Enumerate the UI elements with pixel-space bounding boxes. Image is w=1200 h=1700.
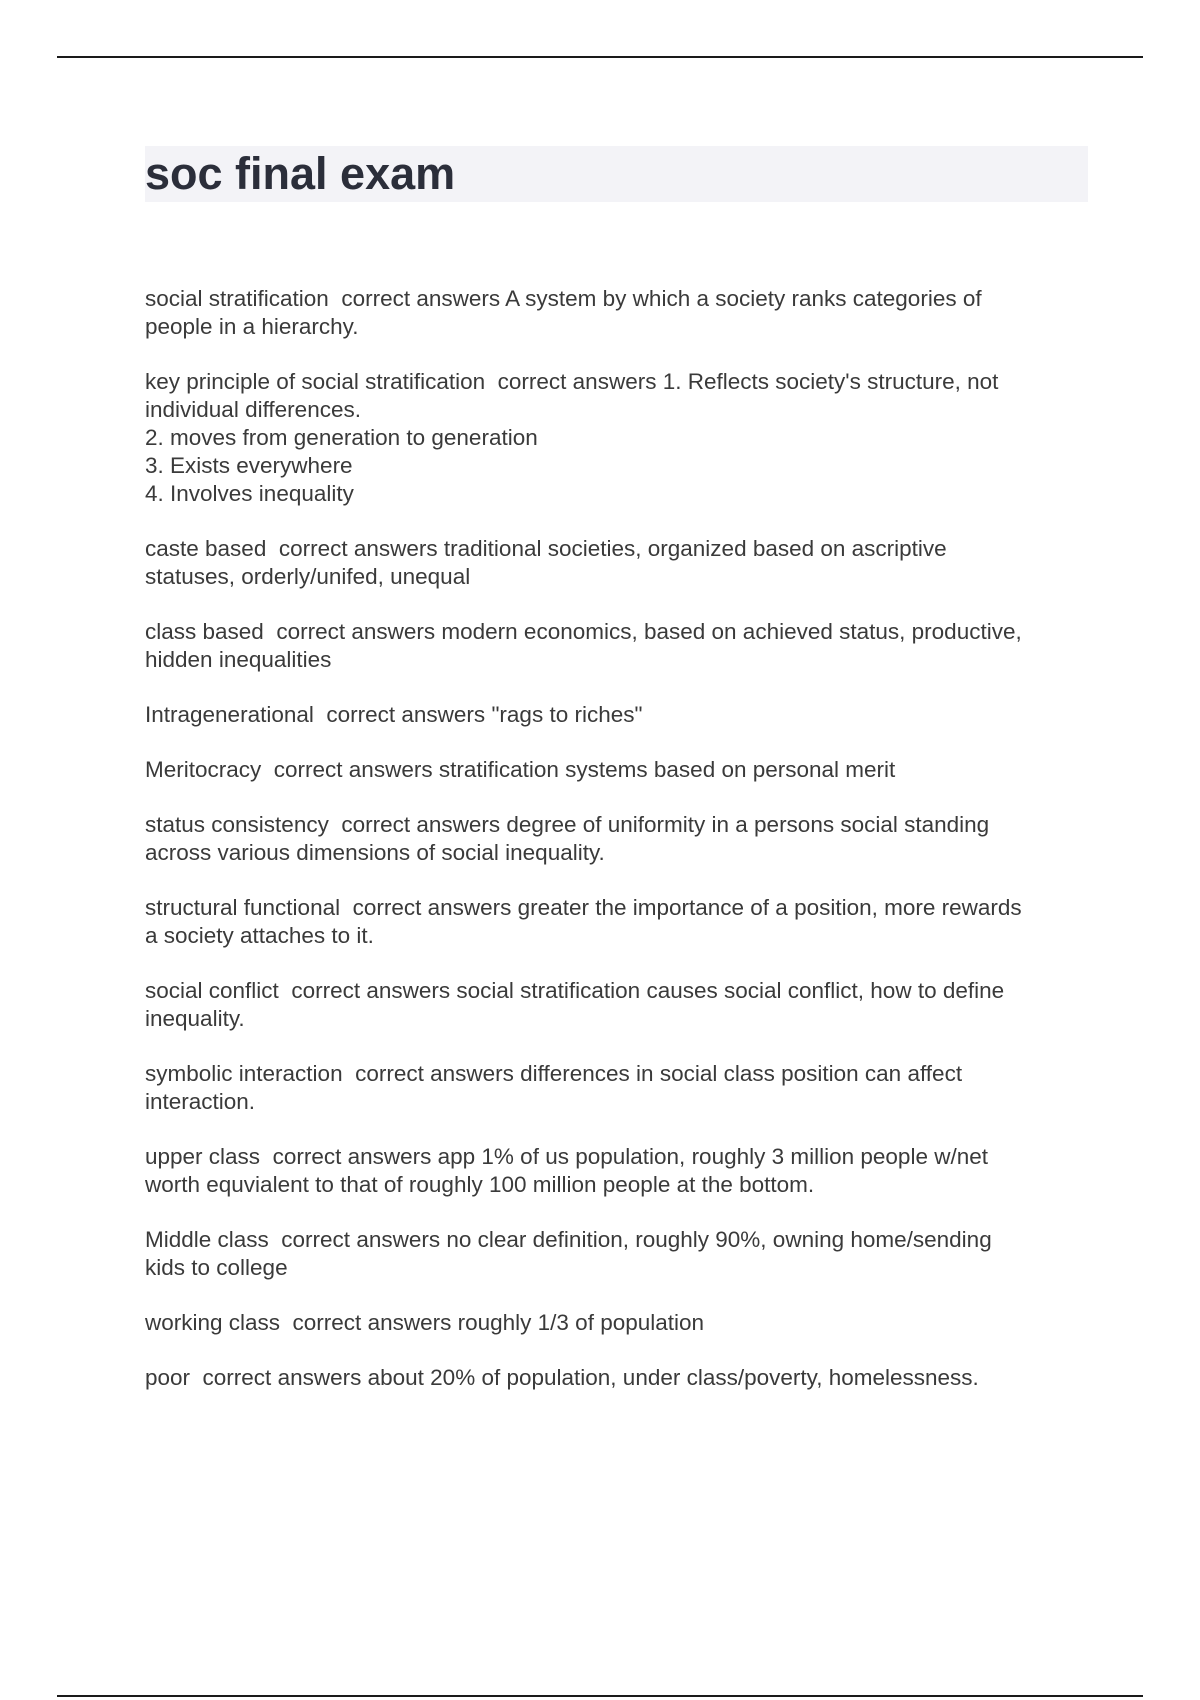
qa-term: upper class: [145, 1144, 267, 1169]
qa-line: [145, 424, 1090, 452]
qa-term: class based: [145, 619, 271, 644]
qa-answer: 1. Reflects society's structure, not: [662, 369, 999, 394]
qa-term: key principle of social stratification: [145, 369, 492, 394]
qa-answer: no clear definition, roughly 90%, owning home/sending: [446, 1227, 992, 1252]
qa-answer: roughly 1/3 of population: [457, 1310, 705, 1335]
qa-separator: correct answers: [270, 619, 442, 644]
qa-separator: correct answers: [320, 702, 492, 727]
qa-line: [145, 1254, 1090, 1282]
qa-line: [145, 535, 1090, 563]
qa-answer: statuses, orderly/unifed, unequal: [145, 564, 471, 589]
qa-answer: 2. moves from generation to generation: [145, 425, 538, 450]
qa-term: Middle class: [145, 1227, 276, 1252]
page-title: soc final exam: [145, 148, 456, 199]
qa-line: [145, 480, 1090, 508]
qa-answer: A system by which a society ranks categories of: [505, 286, 982, 311]
qa-line: [145, 811, 1090, 839]
qa-answer: traditional societies, organized based on ascriptive: [443, 536, 947, 561]
qa-separator: correct answers: [348, 1061, 521, 1086]
qa-separator: correct answers: [335, 286, 506, 311]
bottom-divider: [57, 1695, 1143, 1697]
qa-term: Intragenerational: [145, 702, 321, 727]
qa-answer: modern economics, based on achieved status, productive,: [441, 619, 1022, 644]
qa-entry: [145, 618, 1090, 674]
qa-answer: a society attaches to it.: [145, 923, 374, 948]
qa-answer: inequality.: [145, 1006, 245, 1031]
qa-list: [145, 285, 1090, 1419]
qa-separator: correct answers: [196, 1365, 368, 1390]
qa-term: caste based: [145, 536, 273, 561]
qa-answer: hidden inequalities: [145, 647, 332, 672]
qa-answer: about 20% of population, under class/poverty, homelessness.: [367, 1365, 979, 1390]
qa-line: [145, 1364, 1090, 1392]
qa-line: [145, 1143, 1090, 1171]
qa-line: [145, 839, 1090, 867]
qa-answer: 3. Exists everywhere: [145, 453, 353, 478]
qa-separator: correct answers: [267, 757, 439, 782]
qa-separator: correct answers: [491, 369, 663, 394]
qa-separator: correct answers: [266, 1144, 438, 1169]
qa-answer: differences in social class position can affect: [520, 1061, 963, 1086]
qa-answer: 4. Involves inequality: [145, 481, 354, 506]
qa-answer: across various dimensions of social inequality.: [145, 840, 605, 865]
qa-term: working class: [145, 1310, 287, 1335]
qa-entry: [145, 1364, 1090, 1392]
qa-line: [145, 977, 1090, 1005]
qa-term: Meritocracy: [145, 757, 268, 782]
qa-term: structural functional: [145, 895, 347, 920]
qa-line: [145, 452, 1090, 480]
qa-answer: greater the importance of a position, more rewards: [517, 895, 1022, 920]
qa-line: [145, 1088, 1090, 1116]
qa-line: [145, 618, 1090, 646]
qa-answer: individual differences.: [145, 397, 361, 422]
qa-line: [145, 922, 1090, 950]
qa-entry: [145, 1226, 1090, 1282]
qa-term: poor: [145, 1365, 197, 1390]
qa-answer: kids to college: [145, 1255, 288, 1280]
qa-line: [145, 396, 1090, 424]
qa-answer: worth equvialent to that of roughly 100 million people at the bottom.: [145, 1172, 815, 1197]
qa-line: [145, 646, 1090, 674]
qa-line: [145, 1005, 1090, 1033]
qa-separator: correct answers: [346, 895, 518, 920]
qa-line: [145, 1060, 1090, 1088]
qa-entry: [145, 1060, 1090, 1116]
qa-answer: interaction.: [145, 1089, 256, 1114]
qa-separator: correct answers: [272, 536, 444, 561]
qa-answer: stratification systems based on personal merit: [438, 757, 896, 782]
qa-line: [145, 285, 1090, 313]
qa-term: social stratification: [145, 286, 336, 311]
qa-entry: [145, 756, 1090, 784]
qa-answer: people in a hierarchy.: [145, 314, 359, 339]
qa-answer: app 1% of us population, roughly 3 million people w/net: [437, 1144, 988, 1169]
qa-term: status consistency: [145, 812, 336, 837]
qa-answer: "rags to riches": [491, 702, 643, 727]
qa-entry: [145, 285, 1090, 341]
qa-line: [145, 894, 1090, 922]
top-divider: [57, 56, 1143, 58]
qa-answer: degree of uniformity in a persons social standing: [506, 812, 990, 837]
qa-line: [145, 1309, 1090, 1337]
qa-line: [145, 1171, 1090, 1199]
qa-line: [145, 313, 1090, 341]
qa-entry: [145, 977, 1090, 1033]
qa-separator: correct answers: [285, 978, 457, 1003]
qa-entry: [145, 368, 1090, 508]
qa-separator: correct answers: [335, 812, 507, 837]
qa-entry: [145, 811, 1090, 867]
qa-line: [145, 563, 1090, 591]
qa-entry: [145, 1309, 1090, 1337]
qa-term: social conflict: [145, 978, 286, 1003]
qa-entry: [145, 1143, 1090, 1199]
qa-term: symbolic interaction: [145, 1061, 349, 1086]
qa-answer: social stratification causes social conflict, how to define: [456, 978, 1005, 1003]
qa-entry: [145, 701, 1090, 729]
qa-entry: [145, 535, 1090, 591]
qa-line: [145, 368, 1090, 396]
qa-line: [145, 756, 1090, 784]
qa-separator: correct answers: [275, 1227, 447, 1252]
qa-separator: correct answers: [286, 1310, 458, 1335]
qa-line: [145, 701, 1090, 729]
qa-line: [145, 1226, 1090, 1254]
qa-entry: [145, 894, 1090, 950]
